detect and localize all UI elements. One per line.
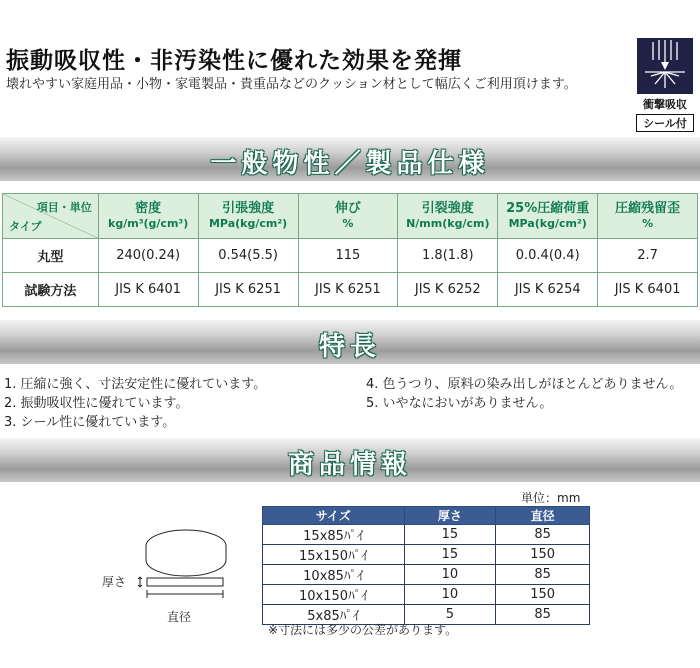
table-cell: 150 [496,545,590,565]
table-row [263,565,590,585]
table-cell: 15x85ﾊﾟｲ [263,525,405,545]
product-section-title: 商品情報 [287,450,412,480]
impact-icon [637,38,693,94]
table-cell: 0.54(5.5) [198,239,298,273]
table-cell: 15 [404,525,496,545]
spec-col-tear [398,194,498,239]
table-cell: 85 [496,565,590,585]
figure-diameter-label: 直径 [167,610,192,624]
features-section-title: 特長 [318,332,381,362]
unit-label: 単位：mm [521,491,581,505]
row-label: 試験方法 [3,273,99,307]
spec-section-title: 一般物性／製品仕様 [210,149,490,179]
spec-row-round [3,239,698,273]
badge-caption: 衝撃吸収 [643,98,687,111]
table-cell: 10x150ﾊﾟｲ [263,585,405,605]
table-cell: 85 [496,525,590,545]
table-row [263,585,590,605]
spec-header-row [3,194,698,239]
table-cell: 15 [404,545,496,565]
table-cell: 240(0.24) [98,239,198,273]
corner-item-unit: 項目・単位 [36,201,92,214]
feature-item: 1. 圧縮に強く、寸法安定性に優れています。 [4,377,267,392]
col-unit: % [342,217,354,230]
feature-item: 4. 色うつり、原料の染み出しがほとんどありません。 [366,377,683,392]
row-label: 丸型 [3,239,99,273]
col-unit: kg/m³(g/cm³) [108,217,189,230]
tolerance-note: ※寸法には多少の公差があります。 [268,623,458,637]
feature-item: 5. いやなにおいがありません。 [366,396,553,411]
col-unit: % [642,217,654,230]
col-name: 引裂強度 [421,201,474,216]
badge-sub-label: シール付 [636,114,694,132]
corner-type: タイプ [9,220,42,233]
product-header-row [263,507,590,525]
table-cell: 5 [404,605,496,625]
table-cell: 5x85ﾊﾟｲ [263,605,405,625]
spec-table [2,193,698,307]
product-section-bar [0,438,700,482]
table-cell: 1.8(1.8) [398,239,498,273]
spec-col-tensile [198,194,298,239]
col-unit: MPa(kg/cm²) [508,217,587,230]
spec-col-compression-load [498,194,598,239]
table-cell: 10 [404,565,496,585]
table-cell: 10 [404,585,496,605]
table-cell: 15x150ﾊﾟｲ [263,545,405,565]
spec-col-compression-set [598,194,698,239]
col-diameter: 直径 [496,507,590,525]
col-unit: MPa(kg/cm²) [208,217,288,230]
product-figure [100,510,250,630]
col-name: 圧縮残留歪 [615,201,681,216]
table-row [263,525,590,545]
feature-item: 2. 振動吸収性に優れています。 [4,396,189,411]
product-table [262,506,590,625]
feature-item: 3. シール性に優れています。 [4,415,176,430]
table-cell: 150 [496,585,590,605]
table-row [263,545,590,565]
spec-section-bar [0,137,700,181]
table-cell: 115 [298,239,398,273]
figure-thickness-label: 厚さ [102,575,127,589]
table-cell: JIS K 6254 [498,273,598,307]
col-size: サイズ [263,507,405,525]
table-cell: 2.7 [598,239,698,273]
table-cell: JIS K 6401 [98,273,198,307]
table-cell: JIS K 6401 [598,273,698,307]
col-name: 密度 [135,201,162,216]
col-thickness: 厚さ [404,507,496,525]
col-unit: N/mm(kg/cm) [406,217,490,230]
table-cell: JIS K 6252 [398,273,498,307]
spec-corner-cell [3,194,99,239]
spec-col-density [98,194,198,239]
shock-absorb-badge [636,38,694,130]
table-cell: 0.0.4(0.4) [498,239,598,273]
page-subline: 壊れやすい家庭用品・小物・家電製品・貴重品などのクッション材として幅広くご利用頂けます。 [6,77,577,92]
spec-row-test-method [3,273,698,307]
table-cell: 10x85ﾊﾟｲ [263,565,405,585]
col-name: 25%圧縮荷重 [506,201,590,216]
spec-col-elongation [298,194,398,239]
col-name: 伸び [334,201,361,216]
table-cell: JIS K 6251 [298,273,398,307]
table-cell: 85 [496,605,590,625]
table-cell: JIS K 6251 [198,273,298,307]
col-name: 引張強度 [222,201,275,216]
page-headline: 振動吸収性・非汚染性に優れた効果を発揮 [6,48,462,74]
features-section-bar [0,320,700,364]
